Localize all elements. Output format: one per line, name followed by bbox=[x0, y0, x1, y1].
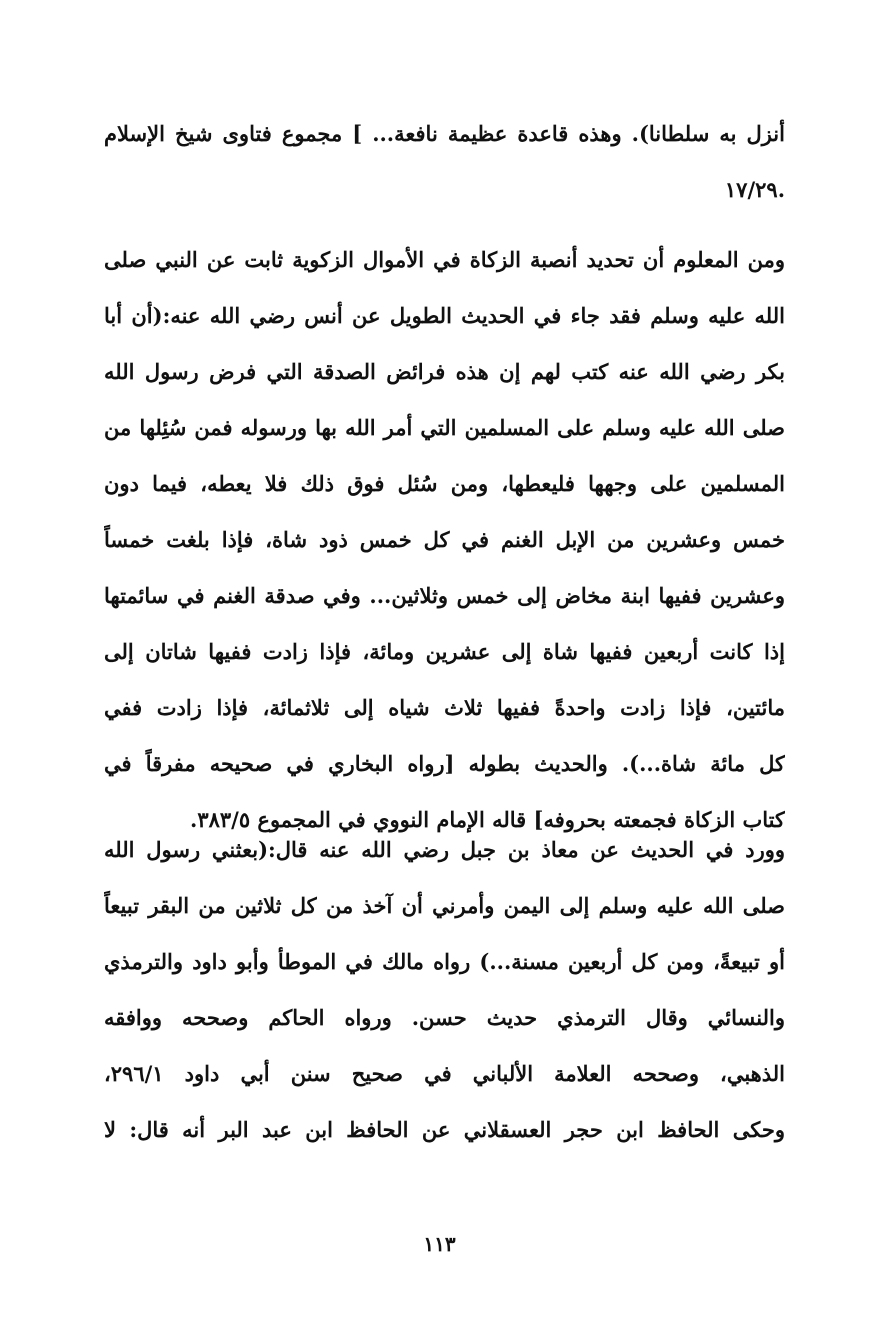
text-line: الله عليه وسلم فقد جاء في الحديث الطويل عن أنس رضي الله عنه:(أن أبا bbox=[104, 303, 785, 328]
text-line: خمس وعشرين من الإبل الغنم في كل خمس ذود شاة، فإذا بلغت خمساً bbox=[104, 527, 785, 552]
page-number: ١١٣ bbox=[423, 1232, 456, 1256]
text-line: بكر رضي الله عنه كتب لهم إن هذه فرائض الصدقة التي فرض رسول الله bbox=[104, 359, 785, 384]
text-line: إذا كانت أربعين ففيها شاة إلى عشرين ومائة، فإذا زادت ففيها شاتان إلى bbox=[104, 639, 785, 664]
text-line: أو تبيعةً، ومن كل أربعين مسنة...) رواه مالك في الموطأ وأبو داود والترمذي bbox=[104, 949, 785, 974]
text-line: ومن المعلوم أن تحديد أنصبة الزكاة في الأموال الزكوية ثابت عن النبي صلى bbox=[104, 247, 785, 272]
text-line: المسلمين على وجهها فليعطها، ومن سُئل فوق ذلك فلا يعطه، فيما دون bbox=[104, 471, 785, 496]
paragraph-zakat-nisab-hadith bbox=[104, 232, 785, 848]
text-line: مائتين، فإذا زادت واحدةً ففيها ثلاث شياه إلى ثلاثمائة، فإذا زادت ففي bbox=[104, 695, 785, 720]
text-line: الذهبي، وصححه العلامة الألباني في صحيح سنن أبي داود ٢٩٦/١، bbox=[104, 1061, 785, 1086]
text-line: وورد في الحديث عن معاذ بن جبل رضي الله عنه قال:(بعثني رسول الله bbox=[104, 837, 785, 862]
text-line: صلى الله عليه وسلم على المسلمين التي أمر الله بها ورسوله فمن سُئِلها من bbox=[104, 415, 785, 440]
text-line: صلى الله عليه وسلم إلى اليمن وأمرني أن آخذ من كل ثلاثين من البقر تبيعاً bbox=[104, 893, 785, 918]
text-line: كتاب الزكاة فجمعته بحروفه] قاله الإمام النووي في المجموع ٣٨٣/٥. bbox=[190, 807, 785, 832]
text-line: وحكى الحافظ ابن حجر العسقلاني عن الحافظ ابن عبد البر أنه قال: لا bbox=[104, 1117, 785, 1142]
text-line: والنسائي وقال الترمذي حديث حسن. ورواه الحاكم وصححه ووافقه bbox=[104, 1005, 785, 1030]
text-line: وعشرين ففيها ابنة مخاض إلى خمس وثلاثين... وفي صدقة الغنم في سائمتها bbox=[104, 583, 785, 608]
text-line: .١٧/٢٩ bbox=[724, 177, 785, 202]
text-line: أنزل به سلطانا). وهذه قاعدة عظيمة نافعة... ] مجموع فتاوى شيخ الإسلام bbox=[104, 121, 785, 146]
paragraph-fatawa-citation bbox=[104, 106, 785, 218]
paragraph-muadh-hadith bbox=[104, 822, 785, 1158]
text-line: كل مائة شاة...). والحديث بطوله [رواه البخاري في صحيحه مفرقاً في bbox=[104, 751, 785, 776]
